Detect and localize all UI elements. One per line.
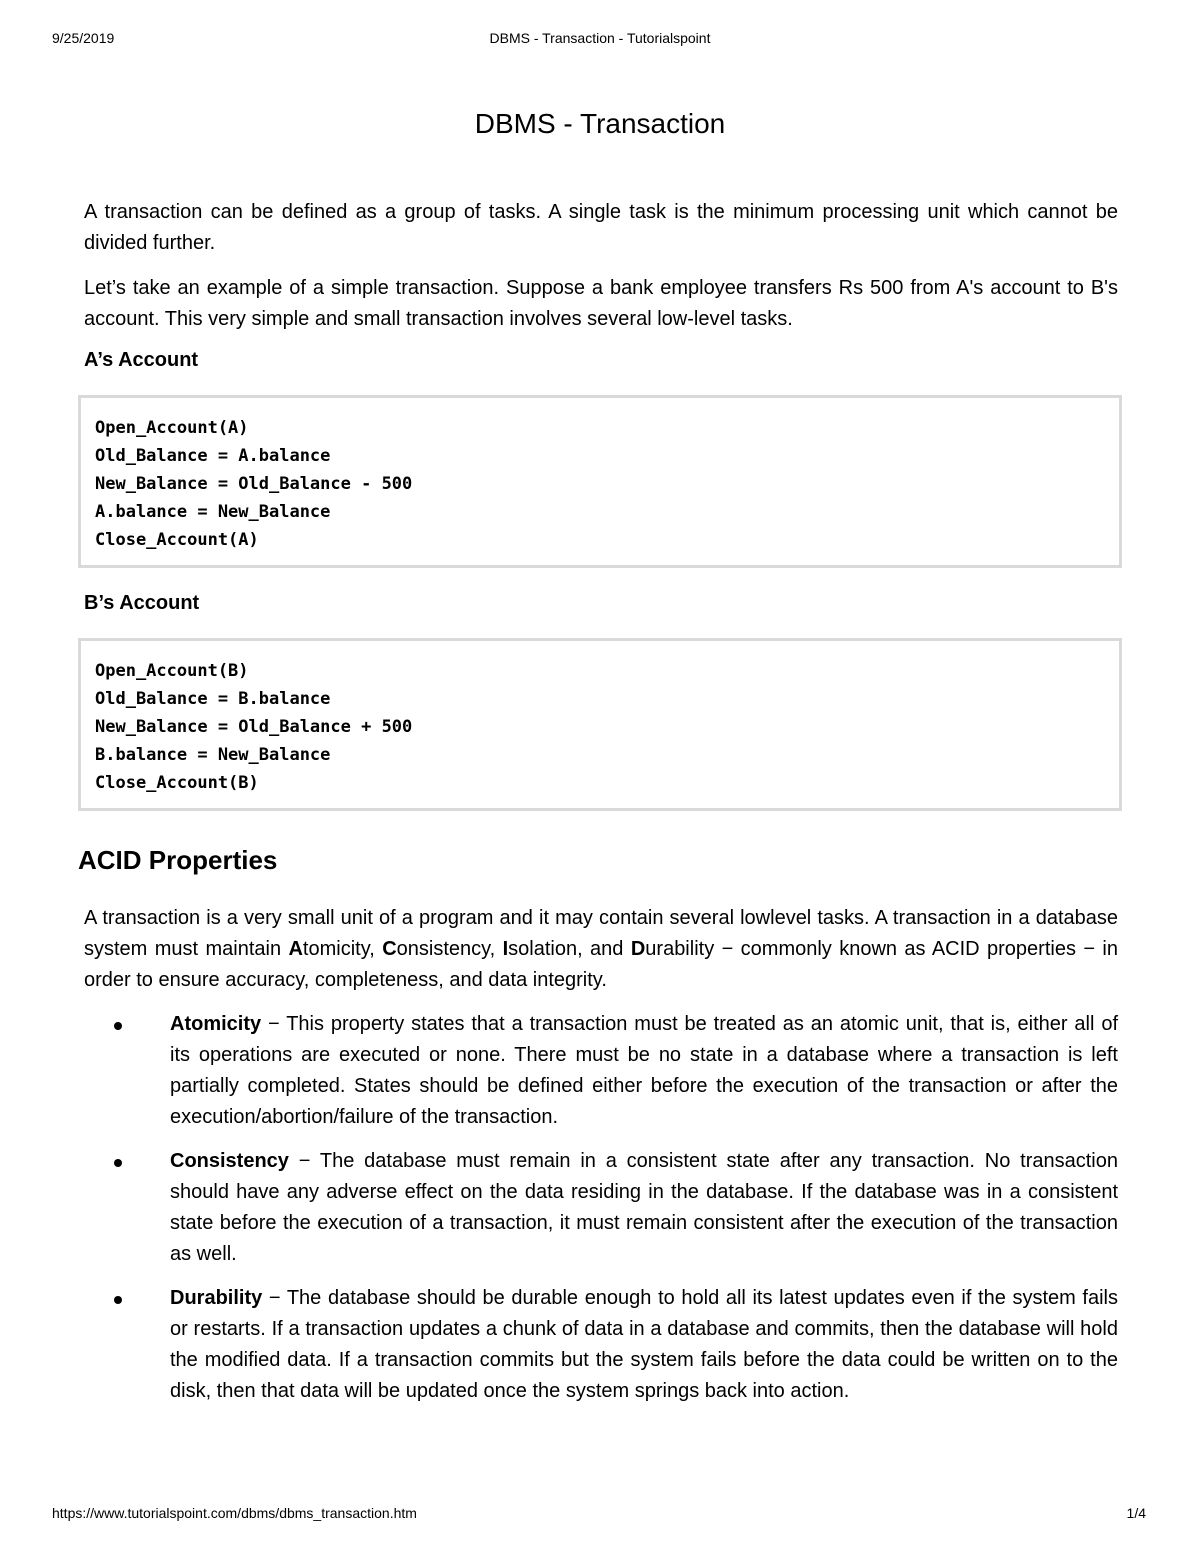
code-line: Close_Account(A) (95, 530, 259, 550)
code-line: Old_Balance = A.balance (95, 446, 331, 466)
code-line: New_Balance = Old_Balance + 500 (95, 717, 413, 737)
list-item-text (170, 1283, 1118, 1407)
account-a-heading: A’s Account (84, 349, 199, 371)
code-line: Open_Account(A) (95, 418, 249, 438)
print-footer-page-number: 1/4 (1126, 1505, 1146, 1521)
print-header-title: DBMS - Transaction - Tutorialspoint (489, 30, 711, 46)
term-consistency: Consistency (170, 1150, 289, 1172)
letter-i: I (502, 938, 509, 960)
code-line: Close_Account(B) (95, 773, 259, 793)
term-atomicity: Atomicity (170, 1013, 262, 1035)
term-description: − The database should be durable enough to hold all its latest updates even if the system fails or restarts. If a transaction updates a chunk of data in a database and commits, then the database will hold the modified data. If a transaction commits but the system fails before the data could be written on to the disk, then that data will be updated once the system springs back into action. (170, 1287, 1118, 1402)
code-line: B.balance = New_Balance (95, 745, 331, 765)
list-item-consistency (84, 1146, 1118, 1270)
account-a-code-block (78, 395, 1122, 568)
account-b-code-block (78, 638, 1122, 811)
intro-paragraph-2: Let’s take an example of a simple transaction. Suppose a bank employee transfers Rs 500 from A's account to B's account. This very simple and small transaction involves several low-level tasks. (84, 277, 1118, 330)
letter-c-rest: onsistency, (396, 938, 503, 960)
acid-heading: ACID Properties (78, 845, 278, 875)
acid-intro-end: − commonly known as ACID properties − in order to ensure accuracy, completeness, and data integrity. (84, 938, 1118, 991)
letter-d: D (630, 938, 646, 960)
code-line: Open_Account(B) (95, 661, 249, 681)
acid-intro-paragraph (84, 903, 1118, 996)
print-footer-url: https://www.tutorialspoint.com/dbms/dbms_transaction.htm (52, 1505, 417, 1521)
intro-section (84, 197, 1118, 335)
code-line: Old_Balance = B.balance (95, 689, 331, 709)
intro-paragraph-1: A transaction can be defined as a group of tasks. A single task is the minimum processing unit which cannot be divided further. (84, 201, 1118, 254)
code-line: A.balance = New_Balance (95, 502, 331, 522)
bullet-icon (114, 1296, 122, 1304)
term-description: − This property states that a transaction must be treated as an atomic unit, that is, either all of its operations are executed or none. There must be no state in a database where a transaction is left partially completed. States should be defined either before the execution of the transaction or after the execution/abortion/failure of the transaction. (170, 1013, 1118, 1128)
code-line: New_Balance = Old_Balance - 500 (95, 474, 413, 494)
acid-intro-start: A transaction is a very small unit of a program and it may contain several lowlevel tasks. A transaction in a database system must maintain (84, 907, 1118, 960)
acid-property-list (84, 1009, 1118, 1420)
list-item-text (170, 1146, 1118, 1270)
account-b-heading: B’s Account (84, 592, 200, 614)
letter-d-rest: urability (645, 938, 715, 960)
page-title: DBMS - Transaction (474, 108, 726, 139)
print-header-date: 9/25/2019 (52, 30, 115, 46)
bullet-icon (114, 1159, 122, 1167)
letter-a-rest: tomicity, (302, 938, 383, 960)
letter-c: C (382, 938, 397, 960)
acid-intro-section (84, 903, 1118, 996)
list-item-durability (84, 1283, 1118, 1407)
bullet-icon (114, 1022, 122, 1030)
list-item-atomicity (84, 1009, 1118, 1133)
list-item-text (170, 1009, 1118, 1133)
term-description: − The database must remain in a consistent state after any transaction. No transaction should have any adverse effect on the data residing in the database. If the database was in a consistent state before the execution of a transaction, it must remain consistent after the execution of the transaction as well. (170, 1150, 1118, 1265)
letter-i-rest: solation, and (508, 938, 631, 960)
letter-a: A (288, 938, 303, 960)
term-durability: Durability (170, 1287, 263, 1309)
